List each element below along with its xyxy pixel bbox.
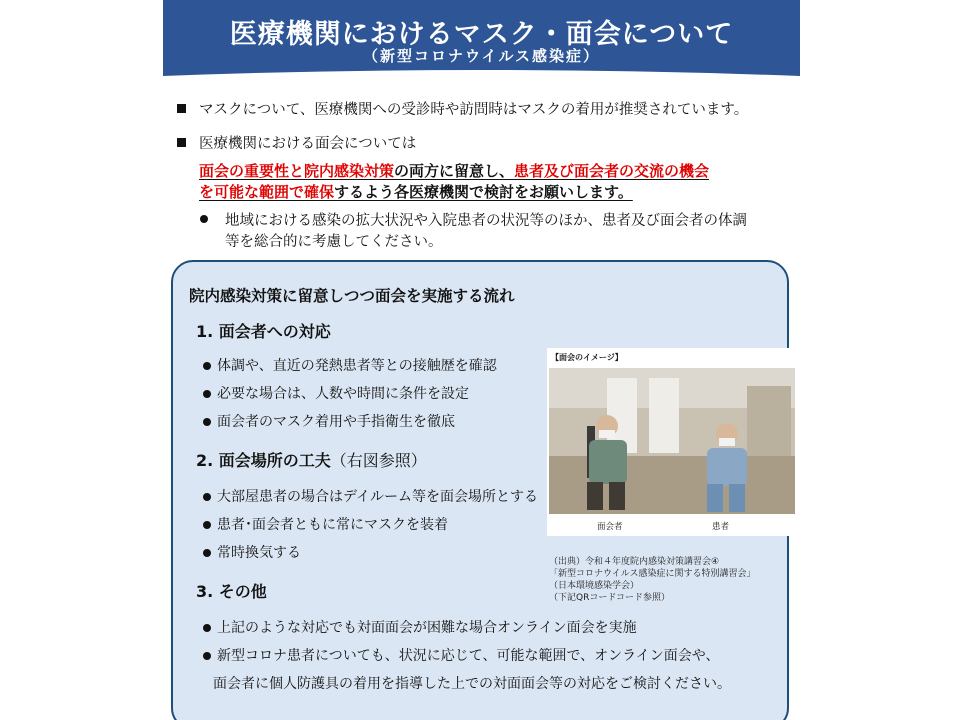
source-line-4: （下記QRコードコード参照） <box>549 593 670 603</box>
highlight-red-text: 面会の重要性と院内感染対策 <box>199 162 395 180</box>
list-item: 新型コロナ患者についても、状況に応じて、可能な範囲で、オンライン面会や、 <box>217 648 720 664</box>
sub-bullet-line-1: 地域における感染の拡大状況や入院患者の状況等のほか、患者及び面会者の体調 <box>225 213 747 229</box>
round-bullet-icon <box>203 652 211 660</box>
highlight-red-text: 患者及び面会者の交流の機会 <box>514 162 710 180</box>
list-item: 患者･面会者ともに常にマスクを装着 <box>217 517 448 533</box>
sub-bullet-line-2: 等を総合的に考慮してください。 <box>225 234 443 250</box>
flow-box <box>171 260 789 720</box>
header-banner <box>163 0 800 82</box>
list-item: 体調や、直近の発熱患者等との接触歴を確認 <box>217 358 497 374</box>
round-bullet-icon <box>203 418 211 426</box>
round-bullet-icon <box>203 390 211 398</box>
photo-caption-visitor: 面会者 <box>597 522 623 532</box>
section-heading-2 <box>196 448 427 471</box>
visit-intro-text: 医療機関における面会については <box>199 136 417 152</box>
source-line-1: （出典）令和４年度院内感染対策講習会④ <box>549 557 720 567</box>
highlight-black-text: の両方に留意し、 <box>394 162 515 180</box>
section-heading-2-note: （右図参照） <box>330 451 427 470</box>
photo-label: 【面会のイメージ】 <box>551 353 623 362</box>
list-item-continuation: 面会者に個人防護具の着用を指導した上での対面面会等の対応をご検討ください。 <box>213 676 731 692</box>
round-bullet-icon <box>203 521 211 529</box>
list-item: 面会者のマスク着用や手指衛生を徹底 <box>217 414 455 430</box>
mask-bullet-text: マスクについて、医療機関への受診時や訪問時はマスクの着用が推奨されています。 <box>199 102 749 118</box>
list-item: 大部屋患者の場合はデイルーム等を面会場所とする <box>217 489 539 505</box>
round-bullet-icon <box>203 549 211 557</box>
square-bullet-icon <box>177 138 186 147</box>
slide <box>163 0 800 720</box>
section-heading-3: 3. その他 <box>196 582 267 601</box>
round-bullet-icon <box>203 362 211 370</box>
section-heading-1: 1. 面会者への対応 <box>196 322 331 341</box>
page-title: 医療機関におけるマスク・面会について <box>229 19 734 50</box>
round-bullet-icon <box>203 493 211 501</box>
highlight-line-1 <box>199 160 709 181</box>
round-bullet-icon <box>203 624 211 632</box>
page-subtitle: （新型コロナウイルス感染症） <box>362 47 601 65</box>
highlight-red-text: を可能な範囲で確保 <box>199 183 335 201</box>
visit-image-panel <box>547 348 797 536</box>
round-bullet-icon <box>200 215 208 223</box>
source-line-2: 「新型コロナウイルス感染症に関する特別講習会」 <box>549 569 756 579</box>
flow-box-title: 院内感染対策に留意しつつ面会を実施する流れ <box>189 287 515 305</box>
highlight-line-2 <box>199 181 633 202</box>
list-item: 常時換気する <box>217 545 301 561</box>
visit-photo <box>547 348 797 536</box>
section-heading-2-text: 2. 面会場所の工夫 <box>196 451 331 470</box>
list-item: 上記のような対応でも対面面会が困難な場合オンライン面会を実施 <box>217 620 637 636</box>
list-item: 必要な場合は、人数や時間に条件を設定 <box>217 386 469 402</box>
highlight-black-text: するよう各医療機関で検討をお願いします。 <box>334 183 633 201</box>
photo-caption-patient: 患者 <box>712 522 730 532</box>
square-bullet-icon <box>177 104 186 113</box>
source-line-3: （日本環境感染学会） <box>549 581 640 591</box>
